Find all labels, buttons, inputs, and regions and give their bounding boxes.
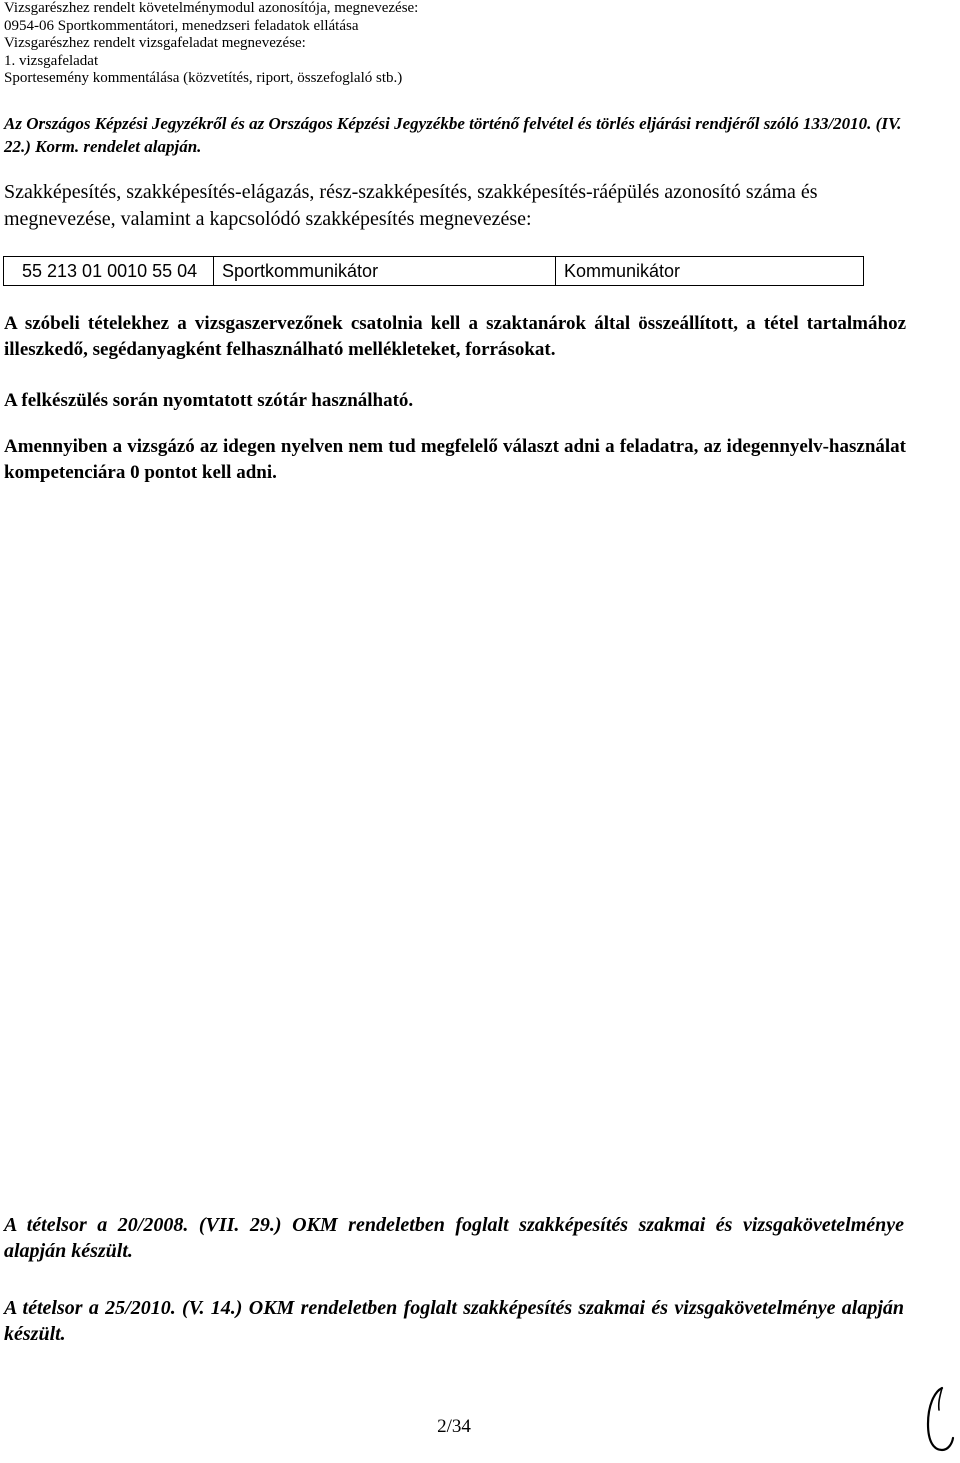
qualification-heading: Szakképesítés, szakképesítés-elágazás, rész-szakképesítés, szakképesítés-ráépülés azonosító száma és megnevezése, valamint a kapcsolódó szakképesítés megnevezése:: [4, 181, 818, 230]
page-header: [4, 0, 418, 88]
qualification-related: Kommunikátor: [555, 257, 863, 285]
note-2010-decree: A tételsor a 25/2010. (V. 14.) OKM rendeletben foglalt szakképesítés szakmai és vizsgakövetelménye alapján készült.: [4, 1297, 904, 1345]
header-module-name: 0954-06 Sportkommentátori, menedzseri feladatok ellátása: [4, 17, 359, 34]
note-2008-decree: A tételsor a 20/2008. (VII. 29.) OKM rendeletben foglalt szakképesítés szakmai és vizsgakövetelménye alapján készült.: [4, 1214, 904, 1262]
qualification-name: Sportkommunikátor: [213, 257, 555, 285]
signature-mark: [920, 1384, 956, 1456]
instruction-dictionary: A felkészülés során nyomtatott szótár használható.: [4, 390, 414, 411]
qualification-table: [3, 256, 864, 286]
header-module-label: Vizsgarészhez rendelt követelménymodul azonosítója, megnevezése:: [4, 0, 419, 16]
header-task-number: 1. vizsgafeladat: [4, 52, 99, 69]
qualification-code: 55 213 01 0010 55 04: [22, 260, 198, 281]
header-task-name: Sportesemény kommentálása (közvetítés, riport, összefoglaló stb.): [4, 70, 403, 87]
instruction-attachments: A szóbeli tételekhez a vizsgaszervezőnek csatolnia kell a szaktanárok által összeállított, a tétel tartalmához illeszkedő, segédanyagként felhasználható mellékleteket, forrásokat.: [4, 313, 906, 360]
instruction-language: Amennyiben a vizsgázó az idegen nyelven nem tud megfelelő választ adni a feladatra, az idegennyelv-használat kompetenciára 0 pontot kell adni.: [4, 436, 906, 483]
page-number: 2/34: [437, 1416, 471, 1437]
header-task-label: Vizsgarészhez rendelt vizsgafeladat megnevezése:: [4, 35, 306, 52]
legal-basis: Az Országos Képzési Jegyzékről és az Országos Képzési Jegyzékbe történő felvétel és törlés eljárási rendjéről szóló 133/2010. (IV. 22.) Korm. rendelet alapján.: [4, 114, 902, 156]
